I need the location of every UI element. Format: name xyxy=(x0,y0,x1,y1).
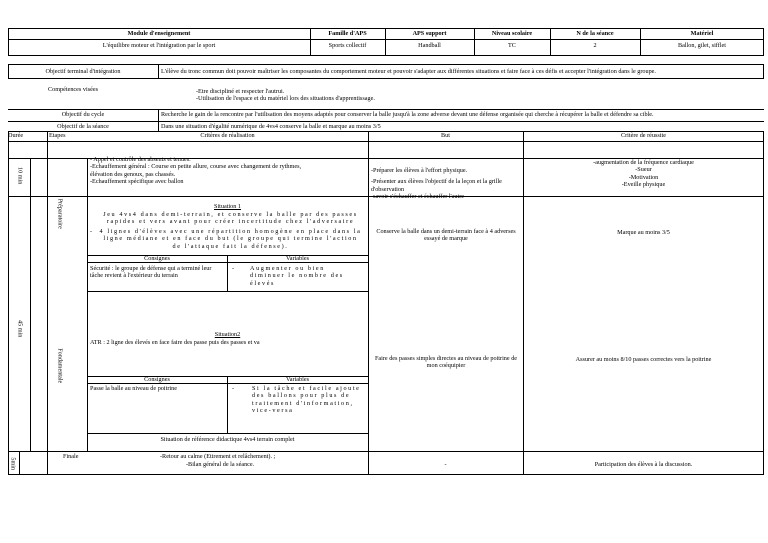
situation1-consigne: Sécurité : le groupe de défense qui a terminé leur tâche revient à l'extérieur du terrain xyxy=(90,265,212,280)
finale-reussite: Participation des élèves à la discussion. xyxy=(594,461,693,468)
finale-but: - xyxy=(444,461,447,468)
situation1-bullet: - xyxy=(90,228,93,235)
head-criteres-realisation: Critères de réalisation xyxy=(200,132,255,139)
header-col-famille: Famille d'APS xyxy=(328,30,367,37)
situation1-consignes-label: Consignes xyxy=(144,255,170,262)
objectif-cycle-label: Objectif du cycle xyxy=(61,111,105,118)
situation1-reussite: Marque au moins 3/5 xyxy=(617,229,670,236)
situation2-title: Situation2 xyxy=(214,331,241,338)
preparatoire-realisation: - Appel et contrôle des absents et tenues. -Echauffement général : Course en petite allure, course avec changement de rythmes, élévation des genoux, pas chassés. -Echauffement spécifique avec ballon xyxy=(90,156,302,186)
situation2-variable-bullet: - xyxy=(232,385,235,392)
header-val-niveau: TC xyxy=(508,42,516,49)
situation2-variable: Si la tâche et facile ajoute des ballons pour plus de traitement d'information, vice-versa xyxy=(252,385,361,415)
objectif-terminal-label: Objectif terminal d'intégration xyxy=(45,68,121,75)
objectif-terminal-text: L'élève du tronc commun doit pouvoir maîtriser les composantes du comportement moteur et pouvoir s'adapter aux différentes situations et faire face à ces défis et accepter l'intégration dans le groupe. xyxy=(161,68,656,75)
situation1-text2: 4 lignes d'élèves avec une répartition homogène en place dans la ligne médiane et en face du but (le groupe qui termine l'action de l'attaque fait la défense). xyxy=(99,228,362,250)
header-val-seance: 2 xyxy=(593,42,597,49)
header-val-module: L'équilibre moteur et l'intégration par le sport xyxy=(102,42,216,49)
finale-duree: 5min xyxy=(9,457,17,471)
competences-line2: -Utilisation de l'espace et du matériel lors des situations d'apprentissage. xyxy=(196,95,375,102)
situation2-consigne: Passe la balle au niveau de poitrine xyxy=(90,385,177,392)
situation2-but: Faire des passes simples directes au niveau de poitrine de mon coéquipier xyxy=(374,355,518,370)
preparatoire-etape: Préparatoire xyxy=(56,198,64,229)
header-val-aps: Handball xyxy=(418,42,441,49)
situation1-title: Situation 1 xyxy=(214,203,241,210)
header-val-materiel: Ballon, gilet, sifflet xyxy=(677,42,726,49)
header-col-seance: N de la séance xyxy=(576,30,614,37)
situation1-variables-label: Variables xyxy=(285,255,310,262)
finale-etape: Finale xyxy=(63,453,79,460)
header-col-aps: APS support xyxy=(412,30,447,37)
situation2-consignes-label: Consignes xyxy=(144,376,170,383)
header-col-niveau: Niveau scolaire xyxy=(491,30,533,37)
header-col-module: Module d'enseignement xyxy=(127,30,191,37)
head-criteres-reussite: Critère de réussite xyxy=(620,132,666,139)
header-col-materiel: Matériel xyxy=(690,30,714,37)
situation2-text: ATR : 2 ligne des élevés en face faire des passe puis des passes et va xyxy=(90,339,260,346)
objectif-cycle-text: Recherche le gain de la rencontre par l'utilisation des moyens adaptés pour conserver la balle jusqu'à la zone adverse devant une défense organisée qui cherche à récupérer la balle et défendre sa cible. xyxy=(161,111,654,118)
head-but: But xyxy=(441,132,450,139)
situation1-but: Conserve la balle dans un demi-terrain face à 4 adverses essayé de marque xyxy=(376,228,516,243)
preparatoire-but: -Préparer les élèves à l'effort physique. -Présenter aux élèves l'objectif de la leçon et la grille d'observation -savoir s'échauffer et échauffer l'autre xyxy=(371,167,502,201)
situation1-variable: Augmenter ou bien diminuer le nombre des élevés xyxy=(250,265,344,287)
objectif-seance-label: Objectif de la séance xyxy=(57,123,109,130)
head-etapes: Etapes xyxy=(49,132,66,139)
finale-line1: -Retour au calme (Etirement et relâchement). ; xyxy=(160,453,276,460)
competences-label: Compétences visées xyxy=(48,86,99,93)
situation2-reussite: Assurer au moins 8/10 passes correctes vers la poitrine xyxy=(575,356,712,363)
preparatoire-reussite: -augmentation de la fréquence cardiaque -Sueur -Motivation -Eveille physique xyxy=(593,159,694,189)
situation1-text1: Jeu 4vs4 dans demi-terrain, et conserve la balle par des passes rapides et vers avant pour créer incertitude chez l'adversaire xyxy=(103,211,358,226)
head-duree: Durée xyxy=(8,132,24,139)
situation1-variable-bullet: - xyxy=(232,265,235,272)
header-val-famille: Sports collectif xyxy=(328,42,367,49)
competences-line1: -Etre discipliné et respecter l'autrui. xyxy=(196,88,285,95)
finale-line2: -Bilan général de la séance. xyxy=(186,461,255,468)
situation2-reference: Situation de référence didactique 4vs4 terrain complet xyxy=(160,436,295,443)
situation2-variables-label: Variables xyxy=(285,376,310,383)
fondamentale-etape: Fondamentale xyxy=(56,348,64,384)
objectif-seance-text: Dans une situation d'égalité numérique de 4vs4 conserve la balle et marque au moins 3/5 xyxy=(161,123,381,130)
preparatoire-duree: 10 min xyxy=(16,167,24,185)
fondamentale-duree: 45 min xyxy=(16,320,24,338)
